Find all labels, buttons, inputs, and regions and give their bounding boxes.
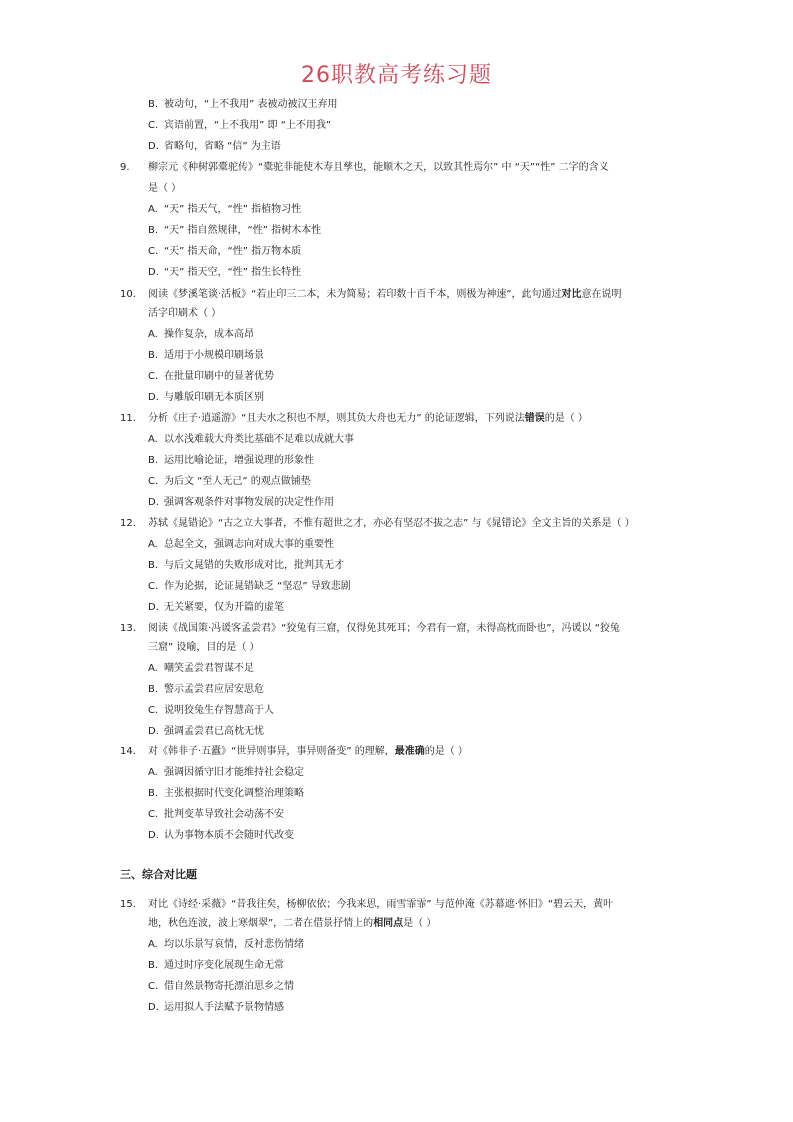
question-number: 14. (120, 746, 136, 757)
question-text: 柳宗元《种树郭橐驼传》“橐驼非能使木寿且孳也，能顺木之天，以致其性焉尔” 中 “天”“性” 二字的含义 (148, 162, 609, 173)
option-d: D. 强调孟尝君已高枕无忧 (148, 726, 264, 737)
option-d: D. 无关紧要，仅为开篇的虚笔 (148, 602, 284, 613)
question-text: 苏轼《晁错论》“古之立大事者，不惟有超世之才，亦必有坚忍不拔之志” 与《晁错论》全文主旨的关系是（ ） (148, 518, 635, 529)
option-c: C. 在批量印刷中的显著优势 (148, 371, 274, 382)
option-a: A. “天” 指天气，“性” 指植物习性 (148, 204, 302, 215)
question-text: 阅读《战国策·冯谖客孟尝君》“狡兔有三窟，仅得免其死耳；今君有一窟，未得高枕而卧也”，冯谖以 “狡兔 (148, 623, 620, 634)
question-number: 10. (120, 289, 136, 300)
question-text: 活字印刷术（ ） (148, 308, 222, 319)
question-text: 是（ ） (148, 183, 182, 194)
option-b: B. 被动句，“上不我用” 表被动被汉王弃用 (148, 99, 338, 110)
option-d: D. “天” 指天空，“性” 指生长特性 (148, 267, 302, 278)
option-c: C. “天” 指天命，“性” 指万物本质 (148, 246, 302, 257)
option-d: D. 省略句，省略 “信” 为主语 (148, 141, 281, 152)
question-number: 12. (120, 518, 136, 529)
option-b: B. 运用比喻论证，增强说理的形象性 (148, 455, 314, 466)
option-b: B. 主张根据时代变化调整治理策略 (148, 788, 304, 799)
option-a: A. 以水浅难载大舟类比基础不足难以成就大事 (148, 434, 354, 445)
option-a: A. 操作复杂，成本高昂 (148, 329, 254, 340)
option-b: B. 警示孟尝君应居安思危 (148, 684, 264, 695)
question-text: 地，秋色连波，波上寒烟翠”，二者在借景抒情上的相同点是（ ） (148, 918, 437, 929)
question-text: 三窟” 设喻，目的是（ ） (148, 642, 260, 653)
section-heading: 三、综合对比题 (120, 868, 197, 881)
question-number: 11. (120, 413, 136, 424)
question-number: 13. (120, 623, 136, 634)
option-d: D. 强调客观条件对事物发展的决定性作用 (148, 497, 334, 508)
option-b: B. 与后文晁错的失败形成对比，批判其无才 (148, 560, 344, 571)
question-number: 15. (120, 899, 136, 910)
option-a: A. 均以乐景写哀情，反衬悲伤情绪 (148, 939, 304, 950)
question-text: 对比《诗经·采薇》“昔我往矣，杨柳依依；今我来思，雨雪霏霏” 与范仲淹《苏幕遮·怀旧》“碧云天，黄叶 (148, 899, 614, 910)
option-b: B. 通过时序变化展现生命无常 (148, 960, 284, 971)
page-title: 26职教高考练习题 (301, 63, 492, 88)
option-b: B. “天” 指自然规律，“性” 指树木本性 (148, 225, 322, 236)
question-text: 对《韩非子·五蠹》“世异则事异，事异则备变” 的理解，最准确的是（ ） (148, 746, 468, 757)
option-a: A. 总起全文，强调志向对成大事的重要性 (148, 539, 334, 550)
option-b: B. 适用于小规模印刷场景 (148, 350, 264, 361)
option-c: C. 作为论据，论证晁错缺乏 “坚忍” 导致悲剧 (148, 581, 351, 592)
option-d: D. 认为事物本质不会随时代改变 (148, 830, 294, 841)
option-a: A. 嘲笑孟尝君智谋不足 (148, 663, 254, 674)
option-a: A. 强调因循守旧才能维持社会稳定 (148, 767, 304, 778)
question-text: 分析《庄子·逍遥游》“且夫水之积也不厚，则其负大舟也无力” 的论证逻辑，下列说法错误的是（ ） (148, 413, 588, 424)
option-c: C. 宾语前置，“上不我用” 即 “上不用我” (148, 120, 332, 131)
question-number: 9. (120, 162, 130, 173)
question-text: 阅读《梦溪笔谈·活板》“若止印三二本，未为简易；若印数十百千本，则极为神速”，此句通过对比意在说明 (148, 289, 622, 300)
option-c: C. 说明狡兔生存智慧高于人 (148, 705, 274, 716)
option-d: D. 与雕版印刷无本质区别 (148, 392, 264, 403)
option-c: C. 借自然景物寄托漂泊思乡之情 (148, 981, 294, 992)
option-c: C. 批判变革导致社会动荡不安 (148, 809, 284, 820)
option-d: D. 运用拟人手法赋予景物情感 (148, 1002, 284, 1013)
option-c: C. 为后文 “至人无己” 的观点做铺垫 (148, 476, 311, 487)
